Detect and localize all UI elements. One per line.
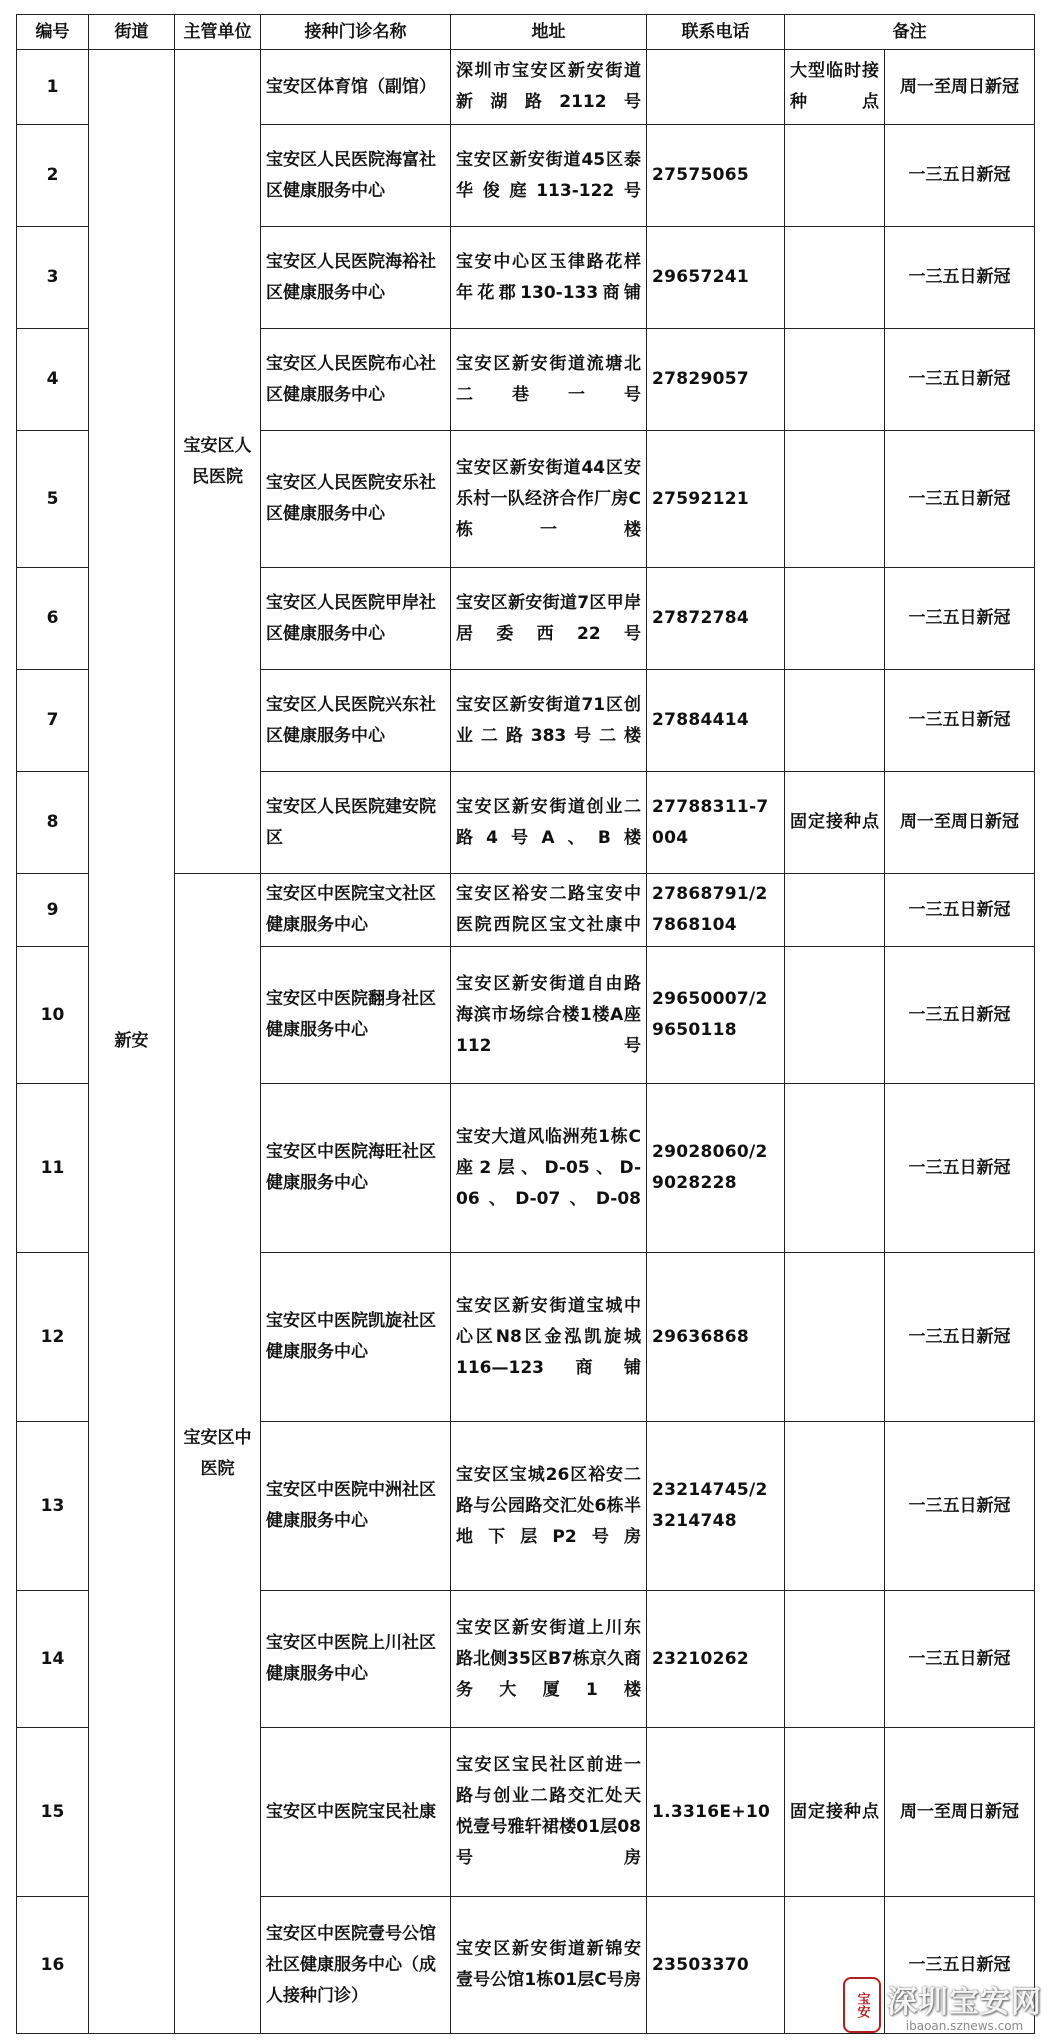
watermark-url: ibaoan.sznews.com: [905, 2019, 1024, 2033]
clinic-name: 宝安区人民医院海裕社区健康服务中心: [261, 227, 451, 329]
clinic-schedule: 一三五日新冠: [885, 568, 1035, 670]
clinic-schedule: 一三五日新冠: [885, 1422, 1035, 1591]
clinic-name: 宝安区人民医院安乐社区健康服务中心: [261, 431, 451, 568]
clinic-type: [785, 125, 885, 227]
clinic-name: 宝安区中医院翻身社区健康服务中心: [261, 947, 451, 1084]
row-id: 13: [17, 1422, 89, 1591]
row-id: 5: [17, 431, 89, 568]
clinic-schedule: 一三五日新冠: [885, 1084, 1035, 1253]
clinic-phone: 29028060/29028228: [647, 1084, 785, 1253]
row-id: 7: [17, 670, 89, 772]
clinic-phone: 27829057: [647, 329, 785, 431]
clinic-schedule: 一三五日新冠: [885, 1897, 1035, 2034]
row-id: 9: [17, 874, 89, 947]
clinic-name: 宝安区人民医院布心社区健康服务中心: [261, 329, 451, 431]
clinic-schedule: 一三五日新冠: [885, 125, 1035, 227]
clinic-address: 宝安区新安街道44区安乐村一队经济合作厂房C栋一楼: [451, 431, 647, 568]
clinic-name: 宝安区体育馆（副馆）: [261, 50, 451, 125]
watermark: [843, 1974, 1042, 2036]
clinic-address: 宝安区新安街道71区创业二路383号二楼: [451, 670, 647, 772]
clinic-name: 宝安区中医院壹号公馆社区健康服务中心（成人接种门诊）: [261, 1897, 451, 2034]
clinic-schedule: 一三五日新冠: [885, 329, 1035, 431]
table-body: [17, 50, 1035, 2034]
clinic-address: 宝安区新安街道45区泰华俊庭113-122号: [451, 125, 647, 227]
clinic-phone: 29657241: [647, 227, 785, 329]
clinic-phone: [647, 50, 785, 125]
clinic-type: [785, 1422, 885, 1591]
clinic-schedule: 一三五日新冠: [885, 431, 1035, 568]
clinic-address: 宝安区新安街道宝城中心区N8区金泓凯旋城116—123商铺: [451, 1253, 647, 1422]
clinic-phone: 23210262: [647, 1591, 785, 1728]
clinic-address: 宝安区新安街道创业二路4号A、B楼: [451, 772, 647, 874]
clinic-address: 宝安区新安街道新锦安壹号公馆1栋01层C号房: [451, 1897, 647, 2034]
clinic-name: 宝安区人民医院海富社区健康服务中心: [261, 125, 451, 227]
watermark-seal: 宝安: [843, 1977, 881, 2033]
clinic-type: [785, 1253, 885, 1422]
clinic-phone: 27884414: [647, 670, 785, 772]
clinic-phone: 27868791/27868104: [647, 874, 785, 947]
clinic-phone: 27592121: [647, 431, 785, 568]
clinic-address: 宝安区新安街道上川东路北侧35区B7栋京久商务大厦1楼: [451, 1591, 647, 1728]
clinic-address: 深圳市宝安区新安街道新湖路2112号: [451, 50, 647, 125]
clinic-phone: 27788311-7004: [647, 772, 785, 874]
street-cell: 新安: [89, 50, 175, 2034]
table-row: [17, 50, 1035, 125]
clinic-schedule: 周一至周日新冠: [885, 1728, 1035, 1897]
header-id: 编号: [17, 15, 89, 50]
clinic-phone: 27872784: [647, 568, 785, 670]
clinic-name: 宝安区中医院凯旋社区健康服务中心: [261, 1253, 451, 1422]
clinic-address: 宝安区新安街道自由路海滨市场综合楼1楼A座112号: [451, 947, 647, 1084]
clinic-type: [785, 1084, 885, 1253]
clinic-type: [785, 874, 885, 947]
row-id: 14: [17, 1591, 89, 1728]
unit-cell-zhongyi: 宝安区中医院: [175, 874, 261, 2034]
clinic-name: 宝安区中医院上川社区健康服务中心: [261, 1591, 451, 1728]
row-id: 3: [17, 227, 89, 329]
clinic-type: [785, 947, 885, 1084]
clinic-schedule: 一三五日新冠: [885, 227, 1035, 329]
clinic-address: 宝安区裕安二路宝安中医院西院区宝文社康中: [451, 874, 647, 947]
clinic-type: 大型临时接种点: [785, 50, 885, 125]
clinic-schedule: 周一至周日新冠: [885, 772, 1035, 874]
clinic-type: [785, 1591, 885, 1728]
clinic-schedule: 周一至周日新冠: [885, 50, 1035, 125]
clinic-phone: 1.3316E+10: [647, 1728, 785, 1897]
row-id: 8: [17, 772, 89, 874]
row-id: 15: [17, 1728, 89, 1897]
row-id: 16: [17, 1897, 89, 2034]
clinic-schedule: 一三五日新冠: [885, 947, 1035, 1084]
clinic-type: [785, 227, 885, 329]
clinic-type: 固定接种点: [785, 1728, 885, 1897]
row-id: 12: [17, 1253, 89, 1422]
header-remarks: 备注: [785, 15, 1035, 50]
clinic-type: [785, 329, 885, 431]
clinic-address: 宝安区新安街道流塘北二巷一号: [451, 329, 647, 431]
row-id: 2: [17, 125, 89, 227]
clinic-name: 宝安区人民医院兴东社区健康服务中心: [261, 670, 451, 772]
clinic-name: 宝安区中医院中洲社区健康服务中心: [261, 1422, 451, 1591]
clinic-phone: 23214745/23214748: [647, 1422, 785, 1591]
clinic-name: 宝安区中医院宝民社康: [261, 1728, 451, 1897]
header-unit: 主管单位: [175, 15, 261, 50]
row-id: 10: [17, 947, 89, 1084]
clinic-phone: 23503370: [647, 1897, 785, 2034]
clinic-schedule: 一三五日新冠: [885, 1253, 1035, 1422]
header-clinic-name: 接种门诊名称: [261, 15, 451, 50]
clinic-name: 宝安区人民医院建安院区: [261, 772, 451, 874]
row-id: 4: [17, 329, 89, 431]
header-phone: 联系电话: [647, 15, 785, 50]
clinic-name: 宝安区中医院宝文社区健康服务中心: [261, 874, 451, 947]
clinic-phone: 29636868: [647, 1253, 785, 1422]
row-id: 1: [17, 50, 89, 125]
clinic-type: 固定接种点: [785, 772, 885, 874]
clinic-schedule: 一三五日新冠: [885, 874, 1035, 947]
clinic-type: [785, 670, 885, 772]
clinic-address: 宝安大道风临洲苑1栋C座2层、D-05、D-06、D-07、D-08: [451, 1084, 647, 1253]
row-id: 6: [17, 568, 89, 670]
clinic-phone: 27575065: [647, 125, 785, 227]
clinic-schedule: 一三五日新冠: [885, 1591, 1035, 1728]
clinic-address: 宝安区宝民社区前进一路与创业二路交汇处天悦壹号雅轩裙楼01层08号房: [451, 1728, 647, 1897]
table-header-row: [17, 15, 1035, 50]
vaccination-clinic-table: [16, 14, 1035, 2034]
clinic-schedule: 一三五日新冠: [885, 670, 1035, 772]
clinic-phone: 29650007/29650118: [647, 947, 785, 1084]
clinic-address: 宝安区宝城26区裕安二路与公园路交汇处6栋半地下层P2号房: [451, 1422, 647, 1591]
clinic-address: 宝安中心区玉律路花样年花郡130-133商铺: [451, 227, 647, 329]
clinic-address: 宝安区新安街道7区甲岸居委西22号: [451, 568, 647, 670]
clinic-type: [785, 431, 885, 568]
clinic-type: [785, 568, 885, 670]
unit-cell-renmin: 宝安区人民医院: [175, 50, 261, 874]
row-id: 11: [17, 1084, 89, 1253]
watermark-title: 深圳宝安网: [887, 1985, 1042, 2020]
clinic-name: 宝安区中医院海旺社区健康服务中心: [261, 1084, 451, 1253]
header-street: 街道: [89, 15, 175, 50]
clinic-name: 宝安区人民医院甲岸社区健康服务中心: [261, 568, 451, 670]
header-address: 地址: [451, 15, 647, 50]
